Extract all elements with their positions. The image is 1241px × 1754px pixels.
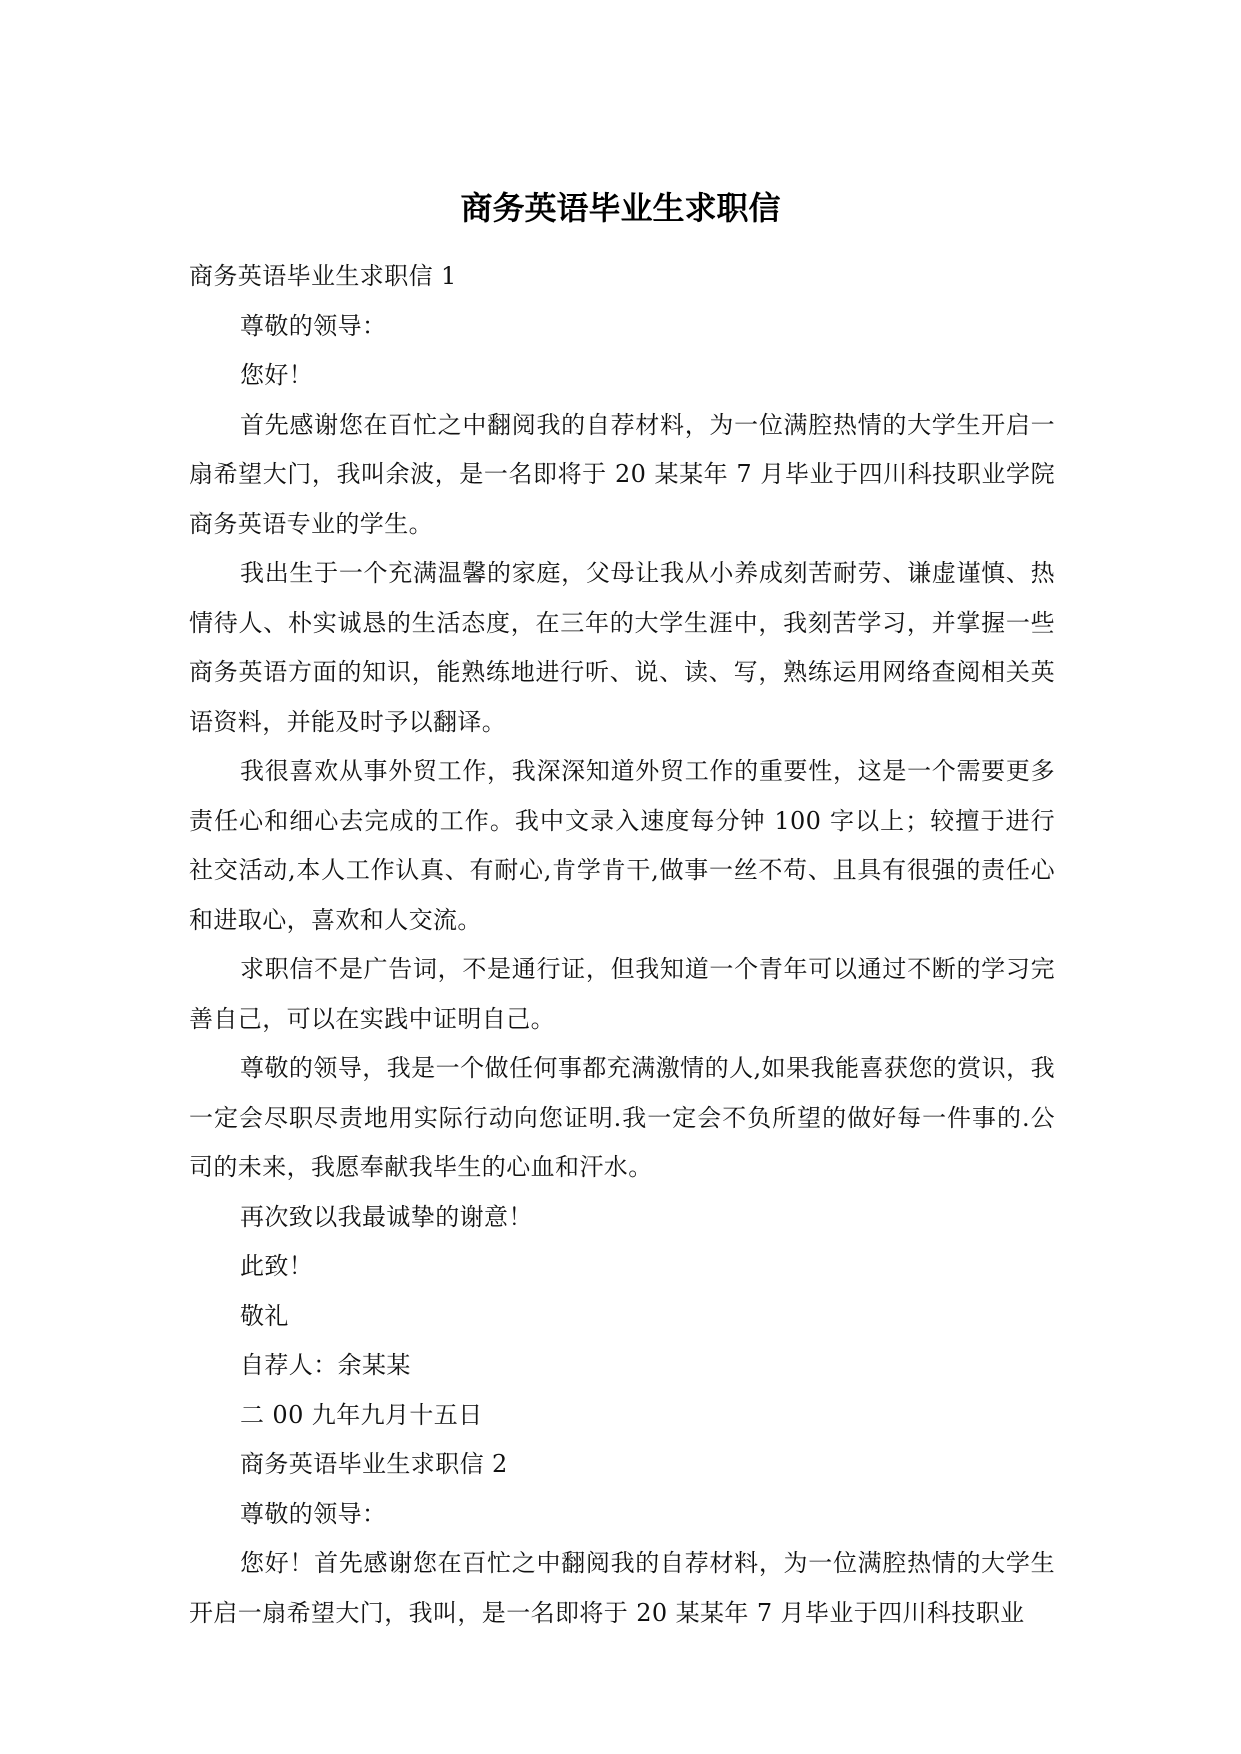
document-title: 商务英语毕业生求职信	[460, 189, 781, 227]
thanks-line: 再次致以我最诚挚的谢意！	[240, 1202, 533, 1231]
paragraph-background: 我出生于一个充满温馨的家庭，父母让我从小养成刻苦耐劳、谦虚谨慎、热情待人、朴实诚恳的生活态度，在三年的大学生涯中，我刻苦学习，并掌握一些商务英语方面的知识，能熟练地进行听、说、读、写，熟练运用网络查阅相关英语资料，并能及时予以翻译。	[189, 559, 1055, 736]
paragraph-intro: 首先感谢您在百忙之中翻阅我的自荐材料，为一位满腔热情的大学生开启一扇希望大门，我叫余波，是一名即将于 20 某某年 7 月毕业于四川科技职业学院商务英语专业的学生。	[189, 410, 1055, 538]
section-heading-2: 商务英语毕业生求职信 2	[240, 1450, 508, 1478]
salutation-2: 尊敬的领导：	[240, 1499, 387, 1528]
paragraph-self-improvement: 求职信不是广告词，不是通行证，但我知道一个青年可以通过不断的学习完善自己，可以在实践中证明自己。	[189, 955, 1055, 1033]
closing-line: 此致！	[240, 1252, 314, 1280]
paragraph-intro-2: 您好！首先感谢您在百忙之中翻阅我的自荐材料，为一位满腔热情的大学生开启一扇希望大门，我叫，是一名即将于 20 某某年 7 月毕业于四川科技职业	[189, 1549, 1055, 1627]
date-line: 二 00 九年九月十五日	[240, 1400, 483, 1429]
greeting: 您好！	[240, 361, 314, 389]
paragraph-commitment: 尊敬的领导，我是一个做任何事都充满激情的人,如果我能喜获您的赏识，我一定会尽职尽责地用实际行动向您证明.我一定会不负所望的做好每一件事的.公司的未来，我愿奉献我毕生的心血和汗水。	[189, 1054, 1055, 1181]
salutation: 尊敬的领导：	[240, 311, 387, 340]
regards-line: 敬礼	[240, 1301, 289, 1330]
section-heading-1: 商务英语毕业生求职信 1	[189, 262, 457, 290]
document-body	[189, 252, 1055, 1638]
paragraph-skills: 我很喜欢从事外贸工作，我深深知道外贸工作的重要性，这是一个需要更多责任心和细心去完成的工作。我中文录入速度每分钟 100 字以上；较擅于进行社交活动,本人工作认真、有耐心,肯学肯干,做事一丝不苟、且具有很强的责任心和进取心，喜欢和人交流。	[189, 757, 1055, 934]
signature-line: 自荐人：余某某	[240, 1351, 411, 1379]
